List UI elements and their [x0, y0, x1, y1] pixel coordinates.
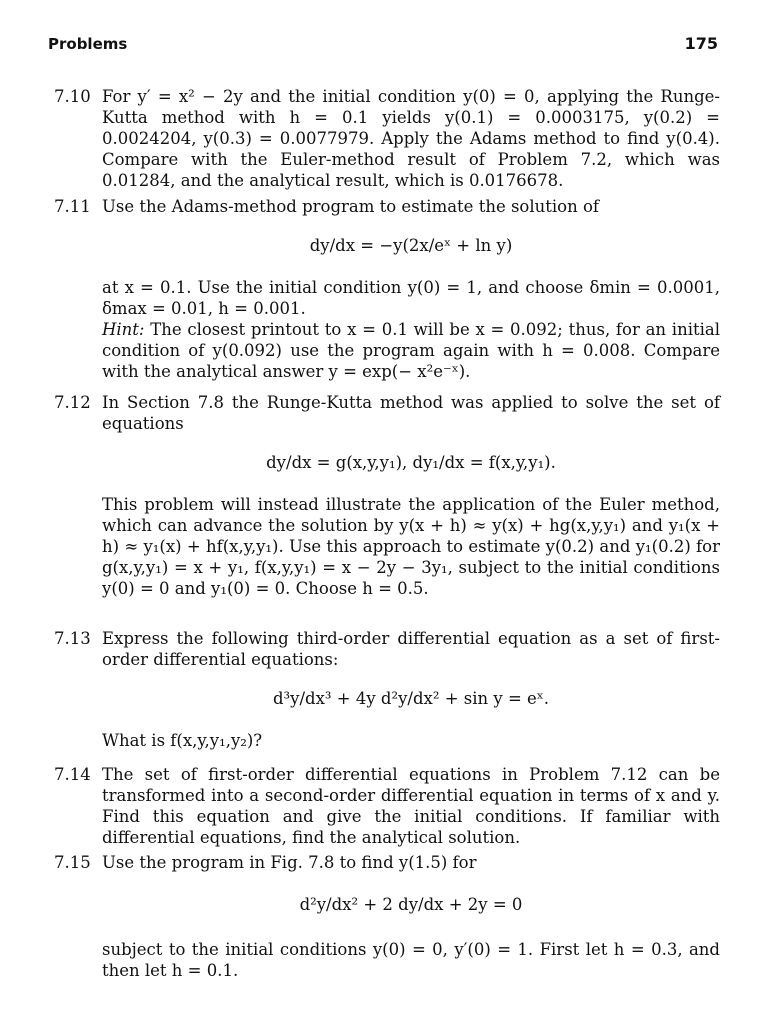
problem-number: 7.15 — [54, 853, 91, 872]
problem-text: For y′ = x² − 2y and the initial condition y(0) = 0, applying the Runge-Kutta method with h = 0.1 yields y(0.1) = 0.0003175, y(0.2) = 0.0024204, y(0.3) = 0.0077979. Apply the Adams method to find y(0.4). Compare with the Euler-method result of Problem 7.2, which was 0.01284, and the analytical result, which is 0.0176678. — [102, 87, 720, 190]
problem-text: The set of first-order differential equations in Problem 7.12 can be transformed into a second-order differential equation in terms of x and y. Find this equation and give the initial conditions. If familiar with differential equations, find the analytical solution. — [102, 765, 720, 847]
equation: d³y/dx³ + 4y d²y/dx² + sin y = eˣ. — [272, 689, 550, 708]
hint — [102, 319, 720, 382]
page-number: 175 — [684, 34, 718, 53]
problem-number: 7.14 — [54, 765, 91, 784]
problem-7-15 — [54, 852, 720, 981]
equation: d²y/dx² + 2 dy/dx + 2y = 0 — [299, 895, 523, 914]
problem-7-12 — [54, 392, 720, 599]
page-header — [48, 34, 718, 53]
problem-7-14 — [54, 764, 720, 848]
problem-number: 7.10 — [54, 87, 91, 106]
equation: dy/dx = g(x,y,y₁), dy₁/dx = f(x,y,y₁). — [266, 453, 556, 472]
problem-7-13 — [54, 628, 720, 751]
problem-number: 7.12 — [54, 393, 91, 412]
problem-intro: Use the Adams-method program to estimate the solution of — [102, 197, 600, 216]
problem-text: subject to the initial conditions y(0) = 0, y′(0) = 1. First let h = 0.3, and then let h = 0.1. — [102, 940, 720, 980]
problem-intro: In Section 7.8 the Runge-Kutta method was applied to solve the set of equations — [102, 393, 720, 433]
problem-intro: Use the program in Fig. 7.8 to find y(1.5) for — [102, 853, 477, 872]
problem-text: What is f(x,y,y₁,y₂)? — [102, 731, 263, 750]
problem-number: 7.13 — [54, 629, 91, 648]
problem-text: at x = 0.1. Use the initial condition y(0) = 1, and choose δmin = 0.0001, δmax = 0.01, h = 0.001. — [102, 278, 720, 318]
hint-label: Hint: — [102, 320, 145, 339]
problem-number: 7.11 — [54, 197, 91, 216]
problem-text: This problem will instead illustrate the application of the Euler method, which can advance the solution by y(x + h) ≈ y(x) + hg(x,y,y₁) and y₁(x + h) ≈ y₁(x) + hf(x,y,y₁). Use this approach to estimate y(0.2) and y₁(0.2) for g(x,y,y₁) = x + y₁, f(x,y,y₁) = x − 2y − 3y₁, subject to the initial conditions y(0) = 0 and y₁(0) = 0. Choose h = 0.5. — [102, 495, 720, 598]
hint-text: The closest printout to x = 0.1 will be x = 0.092; thus, for an initial condition of y(0.092) use the program again with h = 0.008. Compare with the analytical answer y = exp(− x²e⁻ˣ). — [102, 320, 720, 381]
equation: dy/dx = −y(2x/eˣ + ln y) — [309, 236, 513, 255]
problem-7-10 — [54, 86, 720, 191]
problem-7-11 — [54, 196, 720, 382]
section-title: Problems — [48, 35, 128, 53]
problem-intro: Express the following third-order differential equation as a set of first-order differential equations: — [102, 629, 720, 669]
